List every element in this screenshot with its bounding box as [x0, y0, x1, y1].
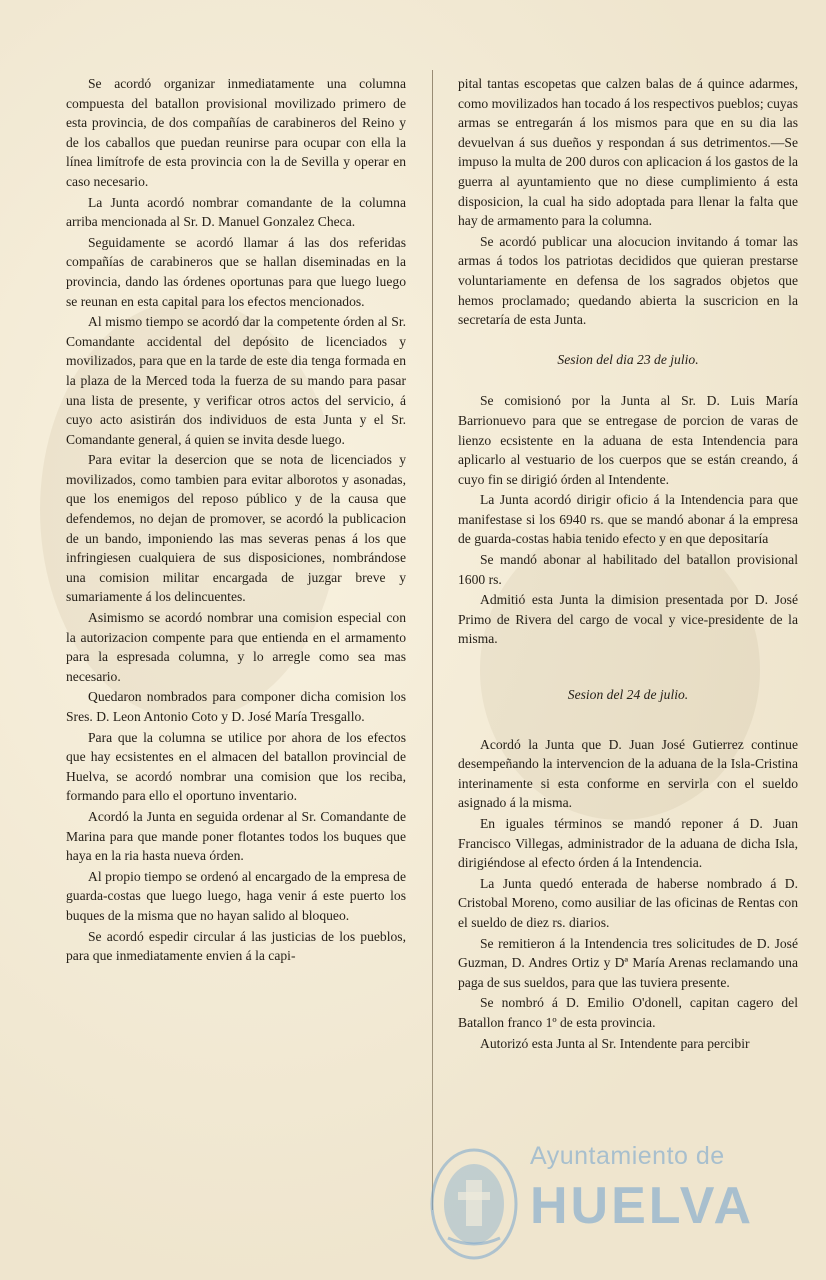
- watermark: [418, 1132, 808, 1280]
- paragraph: Seguidamente se acordó llamar á las dos referidas compañías de carabineros que se hallan diseminadas en la provincia, dando las órdenes oportunas para que luego luego se reunan en esta capital para los efectos mencionados.: [66, 234, 406, 309]
- right-column: [458, 74, 798, 1053]
- paragraph: Asimismo se acordó nombrar una comision especial con la autorizacion compente para que entienda en el armamento para la espresada columna, y lo arregle como sea mas necesario.: [66, 610, 406, 684]
- paragraph: Se acordó organizar inmediatamente una columna compuesta del batallon provisional movilizado primero de esta provincia, de dos compañías de carabineros del Reino y de los caballos que puedan reunirse para ocupar con ella la línea limítrofe de esta provincia con la de Sevilla y operar en caso necesario.: [66, 76, 406, 189]
- column-divider: [432, 70, 433, 1210]
- paragraph: Acordó la Junta en seguida ordenar al Sr. Comandante de Marina para que mande poner flotantes todos los buques que haya en la ria hasta nueva órden.: [66, 808, 406, 864]
- paragraph: Se acordó publicar una alocucion invitando á tomar las armas á todos los patriotas decididos que quieran prestarse voluntariamente en defensa de los sagrados objetos que hemos proclamado; quedando abierta la suscricion en la secretaría de esta Junta.: [458, 233, 798, 328]
- left-column: [66, 74, 406, 966]
- paragraph: La Junta quedó enterada de haberse nombrado á D. Cristobal Moreno, como ausiliar de las oficinas de Rentas con el sueldo de diez rs. diarios.: [458, 875, 798, 930]
- paragraph: Para que la columna se utilice por ahora de los efectos que hay ecsistentes en el almacen del batallon provincial de Huelva, se acordó nombrar una comision que los reciba, formando para ello el oportuno inventario.: [66, 729, 406, 804]
- paragraph: Para evitar la desercion que se nota de licenciados y movilizados, como tambien para evitar alborotos y asonadas, que los enemigos del reposo público y de la causa que defendemos, no dejan de promover, se acordó la publicacion de un bando, imponiendo las mas severas penas á los que infringiesen cualquiera de sus disposiciones, nombrándose una comision militar encargada de juzgar breve y sumariamente á los delincuentes.: [66, 452, 406, 605]
- paragraph: Acordó la Junta que D. Juan José Gutierrez continue desempeñando la intervencion de la aduana de la Isla-Cristina interinamente si esta conforme en servirla con el sueldo asignado á la misma.: [458, 736, 798, 811]
- paragraph: Se acordó espedir circular á las justicias de los pueblos, para que inmediatamente envien á la capi-: [66, 928, 406, 964]
- paragraph: Autorizó esta Junta al Sr. Intendente para percibir: [480, 1035, 750, 1051]
- paragraph: Al propio tiempo se ordenó al encargado de la empresa de guarda-costas que luego luego, haga venir á este puerto los buques de la misma que no hayan salido al bloqueo.: [66, 868, 406, 923]
- city-seal-icon: [428, 1142, 520, 1262]
- paragraph: Al mismo tiempo se acordó dar la competente órden al Sr. Comandante accidental del depósito de licenciados y movilizados, para que en la tarde de este dia tenga formada en la plaza de la Merced toda la fuerza de su mando para pasar una lista de presente, y verificar otros actos del servicio, á cuyo acto asistirán dos individuos de esta Junta y el Sr. Comandante general, á quien se invita desde luego.: [66, 314, 406, 447]
- session-heading: Sesion del 24 de julio.: [567, 687, 689, 703]
- watermark-line1: Ayuntamiento de: [530, 1142, 725, 1170]
- watermark-line2: HUELVA: [530, 1177, 755, 1235]
- paragraph: En iguales términos se mandó reponer á D. Juan Francisco Villegas, administrador de la aduana de dicha Isla, dirigiéndose al efecto órden á la Intendencia.: [458, 816, 798, 871]
- paragraph: La Junta acordó nombrar comandante de la columna arriba mencionada al Sr. D. Manuel Gonzalez Checa.: [66, 194, 406, 230]
- session-heading: Sesion del dia 23 de julio.: [557, 351, 699, 367]
- paragraph: La Junta acordó dirigir oficio á la Intendencia para que manifestase si los 6940 rs. que se mandó abonar á la empresa de guarda-costas habia tenido efecto y en que depositaría: [458, 492, 798, 547]
- paragraph: Se mandó abonar al habilitado del batallon provisional 1600 rs.: [458, 552, 798, 587]
- paragraph: Quedaron nombrados para componer dicha comision los Sres. D. Leon Antonio Coto y D. José María Tresgallo.: [66, 689, 406, 724]
- paragraph: Se comisionó por la Junta al Sr. D. Luis María Barrionuevo para que se entregase de porcion de varas de lienzo ecsistente en la aduana de esta Intendencia para aplicarlo al vestuario de los cuerpos que se están creando, á cuyo fin se dirigió órden al Intendente.: [458, 393, 798, 487]
- paragraph: Se remitieron á la Intendencia tres solicitudes de D. José Guzman, D. Andres Ortiz y Dª María Arenas reclamando una paga de sus sueldos, para que las tuviera presente.: [458, 935, 798, 990]
- paragraph: Admitió esta Junta la dimision presentada por D. José Primo de Rivera del cargo de vocal y vice-presidente de la misma.: [458, 592, 798, 647]
- paragraph: Se nombró á D. Emilio O'donell, capitan cagero del Batallon franco 1º de esta provincia.: [458, 995, 798, 1030]
- paragraph-continuation: pital tantas escopetas que calzen balas de á quince adarmes, como movilizados han tocado á los respectivos pueblos; cuyas armas se entregarán á los mismos para que en su dia las devuelvan á sus dueños y respondan á sus detrimentos.—Se impuso la multa de 200 duros con aplicacion á los gastos de la guerra al ayuntamiento que no diese cumplimiento á esta disposicion, la cual ha sido adoptada para llenar la falta que hay de armamento para la columna.: [458, 76, 798, 229]
